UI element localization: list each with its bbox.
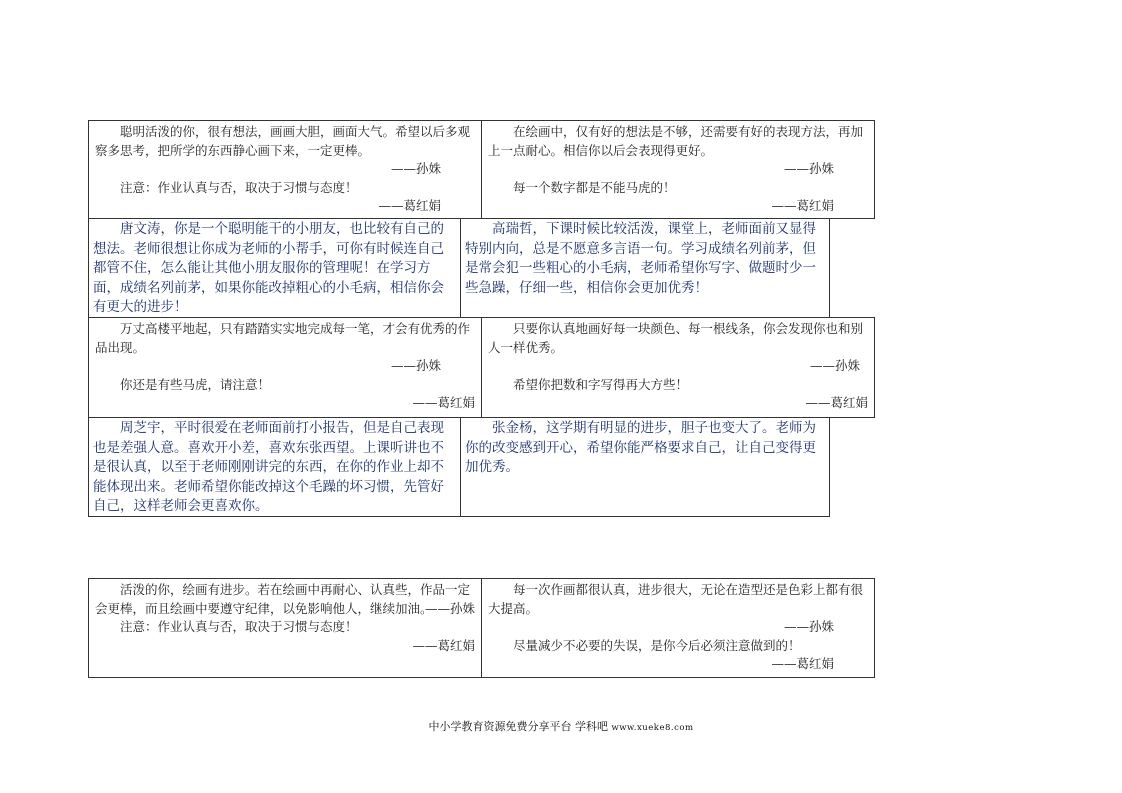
comment-text: 在绘画中，仅有好的想法是不够，还需要有好的表现方法，再加上一点耐心。相信你以后会表现得更好。 — [488, 124, 864, 158]
signature-sunshu: ——孙姝 — [424, 600, 475, 616]
signature-sunshu: ——孙姝 — [783, 161, 834, 176]
comment-cell-5-right — [481, 578, 875, 678]
comment-cell-1-left — [88, 120, 481, 219]
comment-row-2 — [88, 218, 830, 318]
signature-gehongjuan: ——葛红娟 — [412, 395, 475, 410]
comment-text: 高瑞哲，下课时候比较活泼，课堂上，老师面前又显得特别内向，总是不愿意多言语一句。学习成绩名列前茅，但是常会犯一些粗心的小毛病，老师希望你写字、做题时少一些急躁，仔细一些，相信你会更加优秀！ — [465, 221, 816, 296]
comment-row-3 — [88, 317, 875, 418]
comment-cell-4-right — [460, 417, 830, 517]
comment-note: 尽量减少不必要的失误，是你今后必须注意做到的！ — [513, 637, 801, 653]
comment-cell-1-right — [481, 120, 875, 219]
signature-sunshu: ——孙姝 — [809, 358, 860, 373]
footer-text: 中小学教育资源免费分享平台 学科吧 — [428, 720, 608, 733]
comment-row-1 — [88, 120, 875, 219]
comment-text: 周芝宇，平时很爱在老师面前打小报告，但是自己表现也是差强人意。喜欢开小差，喜欢东张西望。上课听讲也不是很认真，以至于老师刚刚讲完的东西，在你的作业上却不能体现出来。老师希望你能改掉这个毛躁的坏习惯，先管好自己，这样老师会更喜欢你。 — [93, 420, 444, 514]
comment-text: 万丈高楼平地起，只有踏踏实实地完成每一笔，才会有优秀的作品出现。 — [95, 321, 471, 355]
comment-note: 你还是有些马虎，请注意！ — [120, 376, 271, 392]
comment-text: 每一次作画都很认真，进步很大，无论在造型还是色彩上都有很大提高。 — [488, 582, 864, 616]
comment-row-4 — [88, 417, 830, 517]
comment-cell-4-left — [88, 417, 460, 517]
signature-gehongjuan: ——葛红娟 — [771, 656, 834, 671]
signature-sunshu: ——孙姝 — [390, 161, 441, 176]
signature-gehongjuan: ——葛红娟 — [412, 637, 475, 653]
footer-url[interactable]: www.xueke8.com — [611, 723, 694, 733]
page-footer — [0, 718, 1122, 734]
signature-gehongjuan: ——葛红娟 — [378, 198, 441, 213]
comment-cell-3-left — [88, 317, 481, 418]
comment-text: 张金杨，这学期有明显的进步，胆子也变大了。老师为你的改变感到开心，希望你能严格要求自己，让自己变得更加优秀。 — [465, 420, 816, 475]
comment-note: 每一个数字都是不能马虎的！ — [513, 179, 676, 195]
comment-note: 注意：作业认真与否，取决于习惯与态度！ — [120, 179, 358, 195]
comment-row-5 — [88, 578, 875, 678]
signature-sunshu: ——孙姝 — [783, 619, 834, 634]
signature-gehongjuan: ——葛红娟 — [805, 395, 868, 410]
comment-text: 只要你认真地画好每一块颜色、每一根线条，你会发现你也和别人一样优秀。 — [488, 321, 864, 355]
comment-cell-3-right — [481, 317, 875, 418]
comment-note: 注意：作业认真与否，取决于习惯与态度！ — [120, 619, 358, 634]
comment-text: 活泼的你，绘画有进步。若在绘画中再耐心、认真些，作品一定会更棒，而且绘画中要遵守纪律，以免影响他人，继续加油。 — [95, 582, 471, 616]
comment-cell-2-left — [88, 218, 460, 318]
signature-gehongjuan: ——葛红娟 — [771, 198, 834, 213]
comment-cell-2-right — [460, 218, 830, 318]
comment-text: 聪明活泼的你，很有想法，画画大胆，画面大气。希望以后多观察多思考，把所学的东西静心画下来，一定更棒。 — [95, 124, 471, 158]
signature-sunshu: ——孙姝 — [390, 358, 441, 373]
comment-cell-5-left — [88, 578, 481, 678]
comment-note: 希望你把数和字写得再大方些！ — [513, 376, 689, 392]
comment-text: 唐文涛，你是一个聪明能干的小朋友，也比较有自己的想法。老师很想让你成为老师的小帮手，可你有时候连自己都管不住，怎么能让其他小朋友服你的管理呢！在学习方面，成绩名列前茅，如果你能改掉粗心的小毛病，相信你会有更大的进步！ — [93, 221, 444, 315]
